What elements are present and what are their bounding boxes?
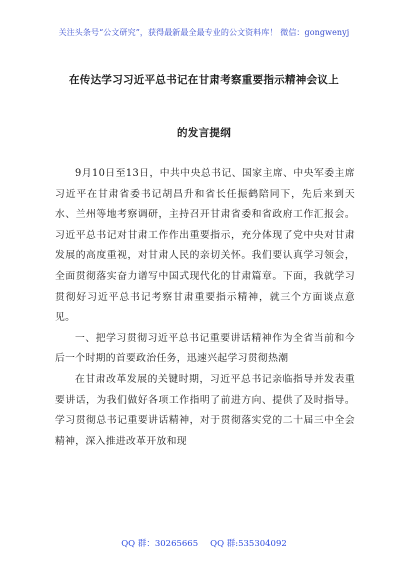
body-paragraph-intro: 9月10日至13日，中共中央总书记、国家主席、中央军委主席习近平在甘肃省委书记胡昌升和省长任振鹤陪同下，先后来到天水、兰州等地考察调研，主持召开甘肃省委和省政府工作汇报会。习近平总书记对甘肃工作作出重要指示，充分体现了党中央对甘肃发展的高度重视，对甘肃人民的亲切关怀。我们要认真学习领会，全面贯彻落实奋力谱写中国式现代化的甘肃篇章。下面，我就学习贯彻好习近平总书记考察甘肃重要指示精神，就三个方面谈点意见。	[55, 168, 355, 324]
body-paragraph-section-heading: 一、把学习贯彻习近平总书记重要讲话精神作为全省当前和今后一个时期的首要政治任务，迅速兴起学习贯彻热潮	[55, 332, 355, 365]
footer-qq-group-2: QQ 群:535304092	[210, 539, 287, 549]
footer	[0, 537, 408, 549]
header-banner: 关注头条号“公文研究”，获得最新最全最专业的公文资料库！ 微信：gongwenyj	[58, 28, 350, 37]
document-title-line-1: 在传达学习习近平总书记在甘肃考察重要指示精神会议上	[69, 74, 339, 86]
body-paragraph-section-text: 在甘肃改革发展的关键时期，习近平总书记亲临指导并发表重要讲话，为我们做好各项工作指明了前进方向、提供了及时指导。学习贯彻总书记重要讲话精神，对于贯彻落实党的二十届三中全会精神，深入推进改革开放和现	[55, 373, 355, 447]
footer-qq-group-1: QQ 群：30265665	[121, 539, 199, 549]
document-body	[55, 164, 355, 452]
document-title-line-2: 的发言提纲	[177, 127, 231, 139]
